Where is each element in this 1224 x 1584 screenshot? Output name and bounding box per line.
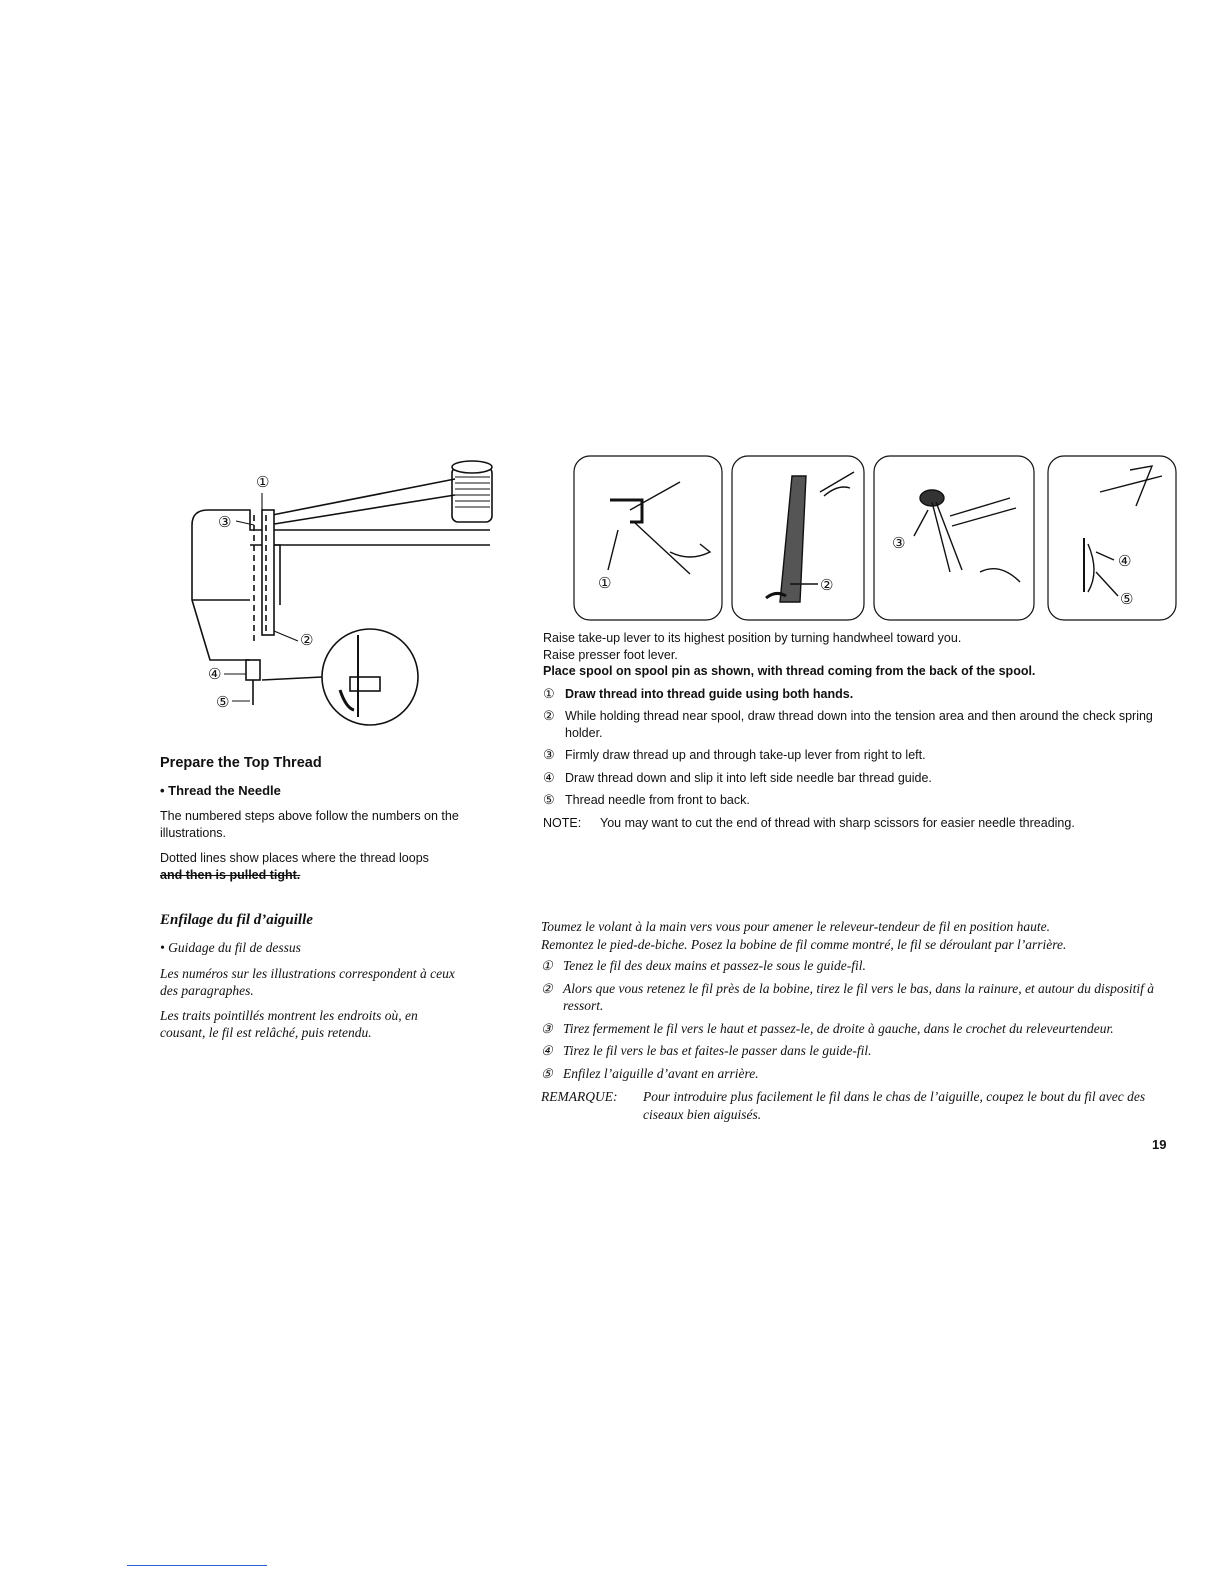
- step-text: Thread needle from front to back.: [565, 793, 750, 807]
- step-number: ④: [543, 769, 555, 785]
- step-number: ①: [543, 685, 555, 701]
- french-section-title: Enfilage du fil d’aiguille: [160, 912, 313, 928]
- instruction-step: [543, 686, 1183, 703]
- step-figure-1: [574, 456, 722, 620]
- french-intro-paragraph-1: Les numéros sur les illustrations correspondent à ceux des paragraphes.: [160, 966, 455, 998]
- fig3-callout: ③: [892, 534, 906, 552]
- french-section-subtitle: • Guidage du fil de dessus: [160, 940, 301, 955]
- footer-rule: [127, 1565, 267, 1566]
- english-intro-section: [160, 755, 470, 892]
- step-text: Tenez le fil des deux mains et passez-le sous le guide-fil.: [563, 958, 866, 973]
- french-step: [541, 1042, 1181, 1060]
- callout-2: ②: [300, 631, 314, 649]
- note-text: You may want to cut the end of thread with sharp scissors for easier needle threading.: [600, 815, 1075, 830]
- french-step: [541, 957, 1181, 975]
- step-text: Tirez le fil vers le bas et faites-le passer dans le guide-fil.: [563, 1043, 872, 1058]
- step-number: ④: [541, 1043, 553, 1058]
- page-number: 19: [1152, 1137, 1167, 1152]
- step-text: While holding thread near spool, draw thread down into the tension area and then around the check spring holder.: [565, 709, 1153, 740]
- fig2-callout: ②: [820, 576, 834, 594]
- step-figure-4: [1048, 456, 1176, 620]
- callout-4: ④: [208, 665, 222, 683]
- instruction-intro-3: Place spool on spool pin as shown, with thread coming from the back of the spool.: [543, 664, 1036, 678]
- step-text: Draw thread down and slip it into left side needle bar thread guide.: [565, 770, 932, 785]
- step-number: ⑤: [543, 792, 555, 807]
- french-step: [541, 980, 1181, 1015]
- fig1-callout: ①: [598, 574, 612, 592]
- french-intro-section: [160, 912, 465, 1049]
- step-text: Alors que vous retenez le fil près de la bobine, tirez le fil vers le bas, dans la rainure, et autour du dispositif à ressort.: [563, 980, 1154, 1013]
- step-number: ⑤: [541, 1065, 553, 1081]
- instruction-intro-1: Raise take-up lever to its highest position by turning handwheel toward you.: [543, 631, 962, 645]
- instruction-step: [543, 770, 1183, 787]
- instruction-step: [543, 747, 1183, 764]
- french-step: [541, 1020, 1181, 1038]
- callout-5: ⑤: [216, 693, 230, 711]
- french-instructions: [541, 918, 1181, 1123]
- intro-paragraph-2-b: and then is pulled tight.: [160, 868, 301, 882]
- remark-label: REMARQUE:: [541, 1089, 618, 1104]
- step-number: ②: [543, 708, 555, 723]
- intro-paragraph-2-a: Dotted lines show places where the thread loops: [160, 851, 429, 865]
- intro-paragraph-1: The numbered steps above follow the numbers on the illustrations.: [160, 809, 459, 840]
- machine-threading-diagram: [150, 455, 510, 730]
- fig4-callout-5: ⑤: [1120, 590, 1134, 608]
- callout-1: ①: [256, 473, 270, 491]
- note: [543, 815, 1183, 832]
- section-subtitle: • Thread the Needle: [160, 783, 281, 798]
- section-title: Prepare the Top Thread: [160, 755, 322, 771]
- remark: [541, 1088, 1181, 1123]
- fig4-callout-4: ④: [1118, 552, 1132, 570]
- french-intro-2: Remontez le pied-de-biche. Posez la bobine de fil comme montré, le fil se déroulant par l’arrière.: [541, 936, 1067, 952]
- callout-3: ③: [218, 513, 232, 531]
- step-text: Firmly draw thread up and through take-up lever from right to left.: [565, 748, 926, 762]
- instruction-intro-2: Raise presser foot lever.: [543, 647, 678, 662]
- remark-text: Pour introduire plus facilement le fil dans le chas de l’aiguille, coupez le bout du fil avec des ciseaux bien aiguisés.: [643, 1089, 1146, 1122]
- step-text: Tirez fermement le fil vers le haut et passez-le, de droite à gauche, dans le crochet du releveurtendeur.: [563, 1020, 1114, 1036]
- french-intro-paragraph-2: Les traits pointillés montrent les endroits où, en cousant, le fil est relâché, puis retendu.: [160, 1008, 418, 1040]
- step-number: ③: [541, 1020, 553, 1036]
- step-text: Draw thread into thread guide using both hands.: [565, 686, 854, 701]
- threading-steps-figures: [570, 452, 1182, 624]
- intro-paragraph-2: [160, 850, 470, 884]
- english-instructions: [543, 630, 1183, 831]
- step-number: ③: [543, 747, 555, 762]
- instruction-step: [543, 792, 1183, 809]
- instruction-step: [543, 708, 1183, 741]
- note-label: NOTE:: [543, 815, 582, 830]
- step-number: ②: [541, 980, 553, 996]
- step-text: Enfilez l’aiguille d’avant en arrière.: [563, 1065, 759, 1081]
- french-intro-1: Toumez le volant à la main vers vous pour amener le releveur-tendeur de fil en position haute.: [541, 919, 1051, 934]
- french-step: [541, 1065, 1181, 1083]
- step-number: ①: [541, 958, 553, 973]
